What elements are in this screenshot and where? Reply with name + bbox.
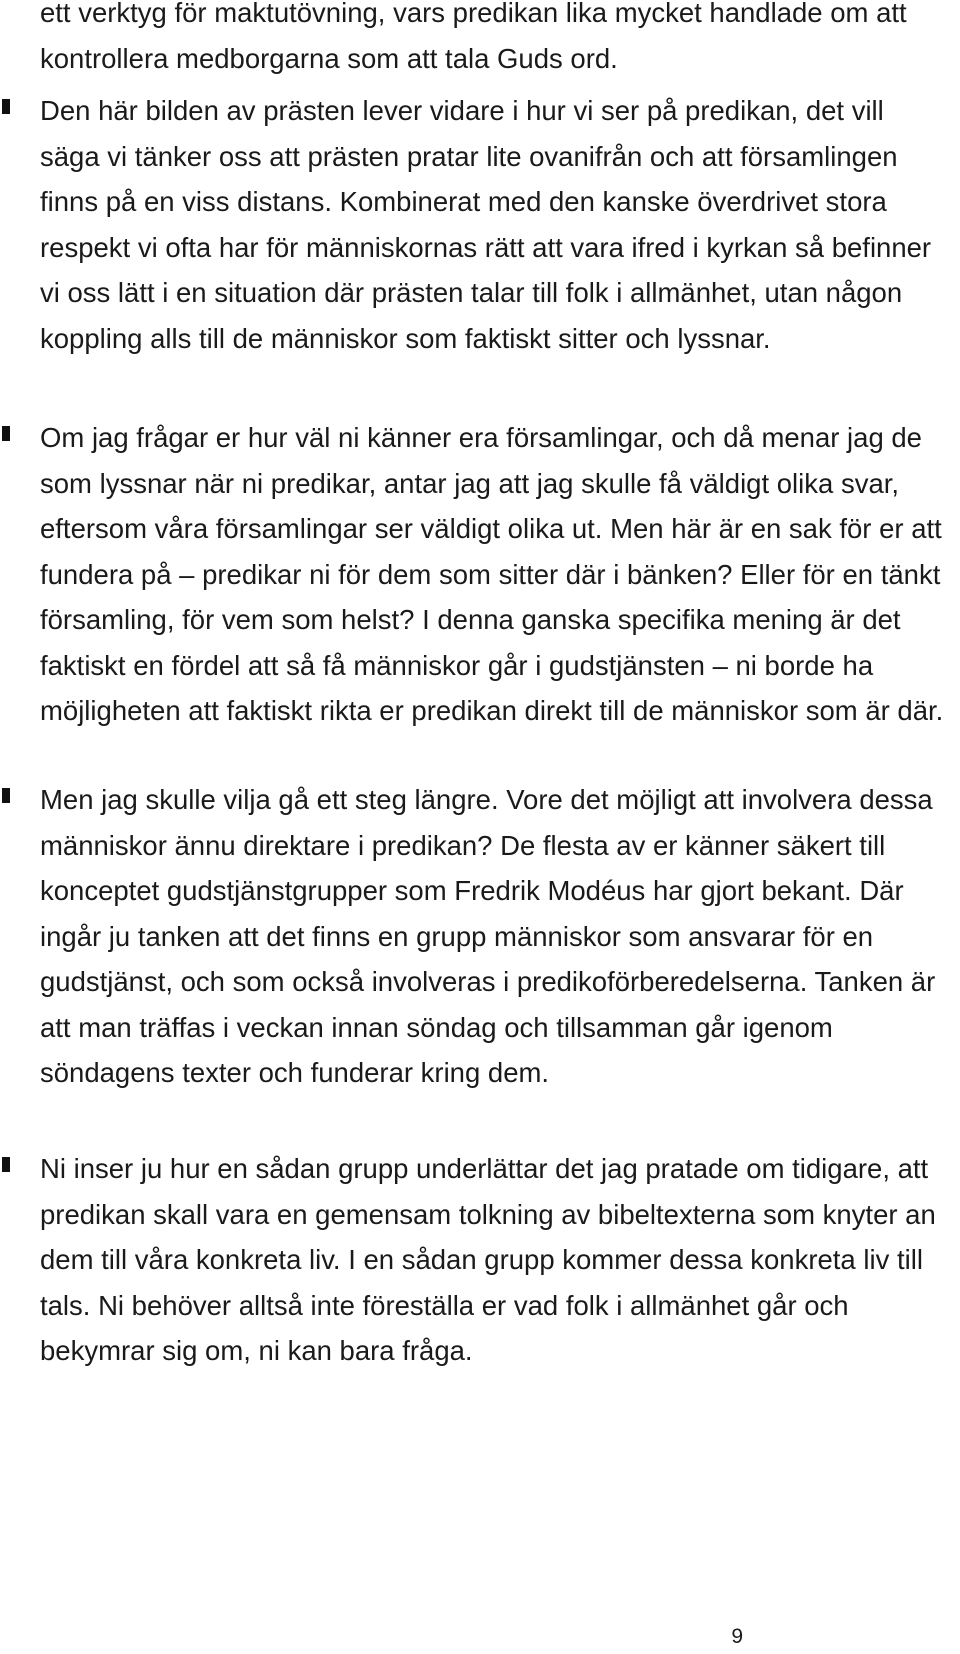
square-bullet-icon	[2, 1157, 10, 1172]
bullet-text: Den här bilden av prästen lever vidare i hur vi ser på predikan, det vill säga vi tänker oss att prästen pratar lite ovanifrån och att församlingen finns på en viss distans. Kombinerat med den kanske överdrivet stora respekt vi ofta har för människornas rätt att vara ifred i kyrkan så befinner vi oss lätt i en situation där prästen talar till folk i allmänhet, utan någon koppling alls till de människor som faktiskt sitter och lyssnar.	[40, 95, 932, 354]
page-number: 9	[731, 1625, 743, 1648]
bullet-text: Men jag skulle vilja gå ett steg längre. Vore det möjligt att involvera dessa människor ännu direktare i predikan? De flesta av er känner säkert till konceptet gudstjänstgrupper som Fredrik Modéus har gjort bekant. Där ingår ju tanken att det finns en grupp människor som ansvarar för en gudstjänst, och som också involveras i predikoförberedelserna. Tanken är att man träffas i veckan innan söndag och tillsamman går igenom söndagens texter och funderar kring dem.	[40, 784, 936, 1088]
square-bullet-icon	[2, 788, 10, 803]
square-bullet-icon	[2, 426, 10, 441]
bullet-text: Ni inser ju hur en sådan grupp underlättar det jag pratade om tidigare, att predikan skall vara en gemensam tolkning av bibeltexterna som knyter an dem till våra konkreta liv. I en sådan grupp kommer dessa konkreta liv till tals. Ni behöver alltså inte föreställa er vad folk i allmänhet går och bekymrar sig om, ni kan bara fråga.	[40, 1153, 936, 1366]
bullet-text: Om jag frågar er hur väl ni känner era församlingar, och då menar jag de som lyssnar när ni predikar, antar jag att jag skulle få väldigt olika svar, eftersom våra församlingar ser väldigt olika ut. Men här är en sak för er att fundera på – predikar ni för dem som sitter där i bänken? Eller för en tänkt församling, för vem som helst? I denna ganska specifika mening är det faktiskt en fördel att så få människor går i gudstjänsten – ni borde ha möjligheten att faktiskt rikta er predikan direkt till de människor som är där.	[40, 422, 944, 726]
carryover-paragraph: ett verktyg för maktutövning, vars predikan lika mycket handlade om att kontrollera medborgarna som att tala Guds ord.	[40, 0, 907, 74]
square-bullet-icon	[2, 99, 10, 114]
